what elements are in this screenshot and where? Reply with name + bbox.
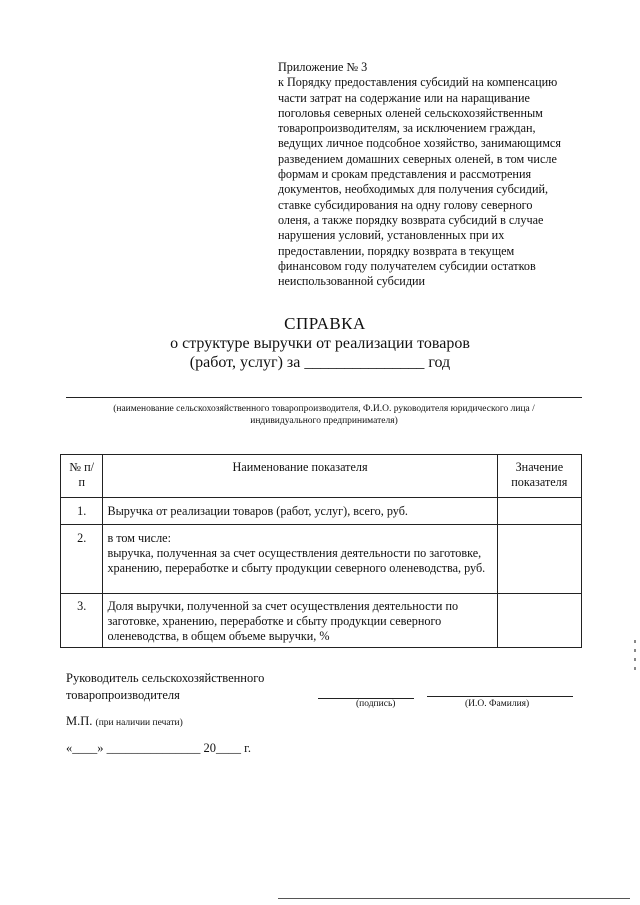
annex-line: оленя, а также порядку возврата субсидий в случае [278,212,544,227]
name-line [427,696,573,697]
head-label-line: товаропроизводителя [66,688,180,702]
row-num: 3. [61,594,103,648]
org-caption [66,403,582,427]
table-row [61,525,582,594]
date-line: «____» _______________ 20____ г. [66,741,251,755]
stamp-text: М.П. [66,714,93,728]
annex-line: к Порядку предоставления субсидий на компенсацию [278,75,558,90]
row-text: в том числе: выручка, полученная за счет осуществления деятельности по заготовке, хранению, переработке и сбыту продукции северного оленеводства, руб. [103,525,497,594]
header-value: Значение показателя [497,455,581,498]
stamp-note: (при наличии печати) [95,718,183,728]
table-row [61,594,582,648]
stamp-label [66,714,183,729]
row-num: 2. [61,525,103,594]
annex-line: неиспользованной субсидии [278,274,426,289]
name-caption: (И.О. Фамилия) [465,699,530,709]
row-value [497,525,581,594]
indicators-table [60,454,582,648]
annex-line: ставке субсидирования на одну голову северного [278,197,533,212]
scan-edge-marks [634,640,637,685]
title-subtitle: о структуре выручки от реализации товаров [170,335,470,352]
row-text: Доля выручки, полученной за счет осуществления деятельности по заготовке, хранению, переработке и сбыту продукции северного оленеводства, в общем объеме выручки, % [103,594,497,648]
annex-line: документов, необходимых для получения субсидий, [278,182,549,197]
annex-line: предоставлении, порядку возврата в текущем [278,243,515,258]
head-signature-label [66,670,264,704]
annex-line: разведением домашних северных оленей, в том числе [278,151,557,166]
org-name-line [66,397,582,398]
table-row [61,498,582,525]
title-main: СПРАВКА [284,314,366,333]
signature-caption: (подпись) [356,699,396,709]
row-value [497,498,581,525]
header-num: № п/п [61,455,103,498]
row-num: 1. [61,498,103,525]
annex-line: финансовом году получателем субсидии остатков [278,258,536,273]
annex-block [278,60,618,289]
title-period: (работ, услуг) за _______________ год [189,354,451,371]
annex-line: формам и срокам представления и рассмотрения [278,167,532,182]
annex-line: товаропроизводителям, за исключением граждан, [278,121,536,136]
annex-line: Приложение № 3 [278,60,368,74]
row-value [497,594,581,648]
table-header-row [61,455,582,498]
annex-line: поголовья северных оленей сельскохозяйственным [278,105,543,120]
scan-edge-line [278,898,630,899]
row-text: Выручка от реализации товаров (работ, услуг), всего, руб. [103,498,497,525]
annex-line: ведущих личное подсобное хозяйство, занимающимся [278,136,561,151]
header-name: Наименование показателя [103,455,497,498]
head-label-line: Руководитель сельскохозяйственного [66,671,265,685]
annex-line: части затрат на содержание или на наращивание [278,90,530,105]
document-title [0,314,640,372]
annex-line: нарушения условий, установленных при их [278,228,505,243]
org-caption-line: (наименование сельскохозяйственного товаропроизводителя, Ф.И.О. руководителя юридического лица / [113,404,535,414]
org-caption-line: индивидуального предпринимателя) [250,416,398,426]
